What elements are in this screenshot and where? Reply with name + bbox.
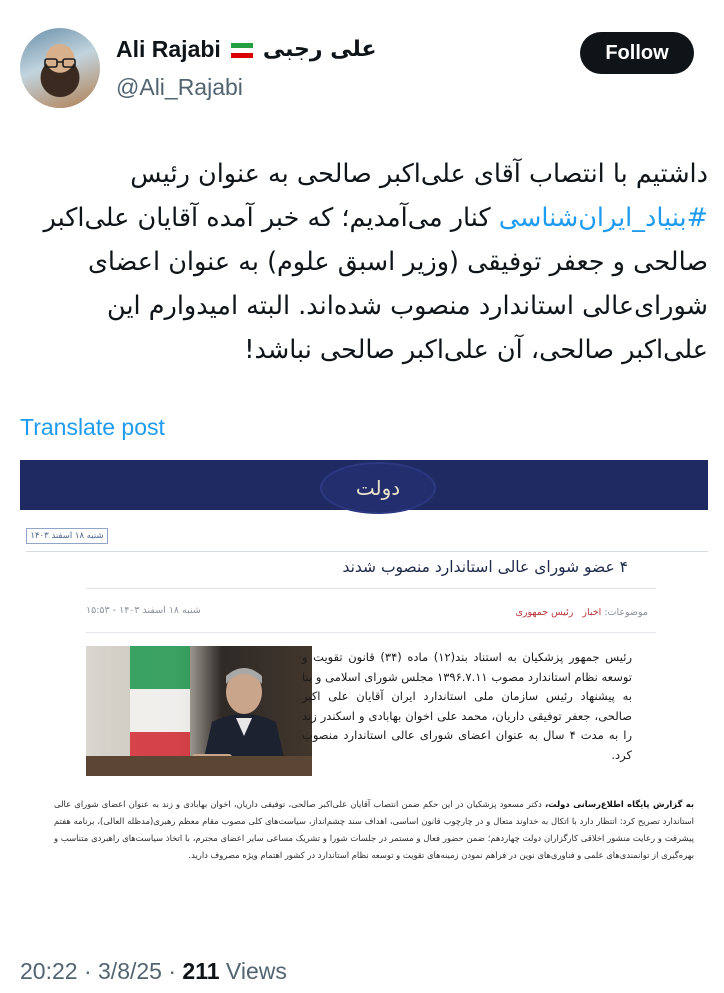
topic-tag: رئیس جمهوری xyxy=(515,607,574,618)
author-name-row xyxy=(116,36,377,63)
tweet-meta xyxy=(20,958,287,985)
topics-label: موضوعات: xyxy=(604,607,648,618)
article-topics xyxy=(509,607,648,618)
iran-flag-icon xyxy=(231,43,253,59)
desk-graphic xyxy=(86,756,312,776)
article-body-text: دکتر مسعود پزشکیان در این حکم ضمن انتصاب آقایان علی‌اکبر صالحی، توفیقی داریان، اخوان بهابادی و زند به عنوان اعضای شورای عالی استاندارد تصریح کرد: انتظار دارد با اتکال به خداوند متعال و در چارچوب قانون اساسی، اهداف سند چشم‌انداز، سیاست‌های کلی مصوب مقام معظم رهبری(مدظله العالی)، برنامه هفتم پیشرفت و رعایت منشور اخلاقی کارگزاران دولت چهاردهم؛ ضمن حضور فعال و مستمر در جلسات شورا و تشریک مساعی سایر اعضای محترم، با اتخاذ سیاست‌های راهبردی متناسب و بهره‌گیری از توانمندی‌های علمی و فناوری‌های نوین در فراهم نمودن زمینه‌های تقویت و توسعه نظام استاندارد در کشور اهتمام ویژه مصروف دارید. xyxy=(54,799,694,860)
separator: · xyxy=(83,958,92,984)
tweet-time[interactable]: 20:22 xyxy=(20,958,78,984)
article-meta-date: شنبه ۱۸ اسفند ۱۴۰۳ - ۱۵:۵۳ xyxy=(86,605,201,616)
views-count: 211 xyxy=(182,958,220,984)
author-handle[interactable]: @Ali_Rajabi xyxy=(116,74,243,100)
translate-post-link[interactable]: Translate post xyxy=(20,414,165,440)
follow-button[interactable]: Follow xyxy=(580,32,694,74)
tweet-text-part: داشتیم با انتصاب آقای علی‌اکبر صالحی به عنوان رئیس xyxy=(130,159,708,189)
separator: · xyxy=(168,958,177,984)
glasses-graphic xyxy=(44,58,76,68)
avatar[interactable] xyxy=(20,28,100,108)
embedded-article-image[interactable] xyxy=(20,460,708,940)
divider xyxy=(86,588,656,589)
topic-tag: اخبار xyxy=(582,607,602,618)
article-date-box: شنبه ۱۸ اسفند ۱۴۰۳ xyxy=(26,528,108,544)
government-logo xyxy=(320,462,436,514)
display-name[interactable]: Ali Rajabi xyxy=(116,36,221,62)
article-lead: رئیس جمهور پزشکیان به استناد بند(۱۲) ماده (۳۴) قانون تقویت و توسعه نظام استاندارد مصوب ۱۳۹۶.۷.۱۱ مجلس شورای اسلامی و بنا به پیشنهاد رئیس سازمان ملی استاندارد ایران آقایان علی اکبر صالحی، جعفر توفیقی داریان، محمد علی اخوان بهابادی و اسکندر زند را به مدت ۴ سال به عنوان اعضای شورای عالی استاندارد منصوب کرد. xyxy=(302,650,632,762)
tweet-date[interactable]: 3/8/25 xyxy=(98,958,162,984)
article-body-lead: به گزارش پایگاه اطلاع‌رسانی دولت، xyxy=(544,799,694,809)
article-title: ۴ عضو شورای عالی استاندارد منصوب شدند xyxy=(342,558,628,576)
article-photo xyxy=(86,646,312,776)
logo-text: دولت xyxy=(355,476,401,500)
divider xyxy=(86,632,656,633)
tweet-text xyxy=(20,152,708,372)
article-body xyxy=(54,796,694,864)
divider xyxy=(26,551,708,552)
views-label: Views xyxy=(225,958,287,984)
hashtag-link[interactable]: #بنیاد_ایران‌شناسی xyxy=(498,203,708,233)
display-name-fa[interactable]: علی رجبی xyxy=(262,37,377,62)
tweet-text-part: کنار می‌آمدیم؛ که خبر آمده آقایان علی‌اکبر صالحی و جعفر توفیقی (وزیر اسبق علوم) به عنوان اعضای شورای‌عالی استاندارد منصوب شده‌اند. البته امیدوارم این علی‌اکبر صالحی، آن علی‌اکبر صالحی نباشد! xyxy=(43,203,708,365)
